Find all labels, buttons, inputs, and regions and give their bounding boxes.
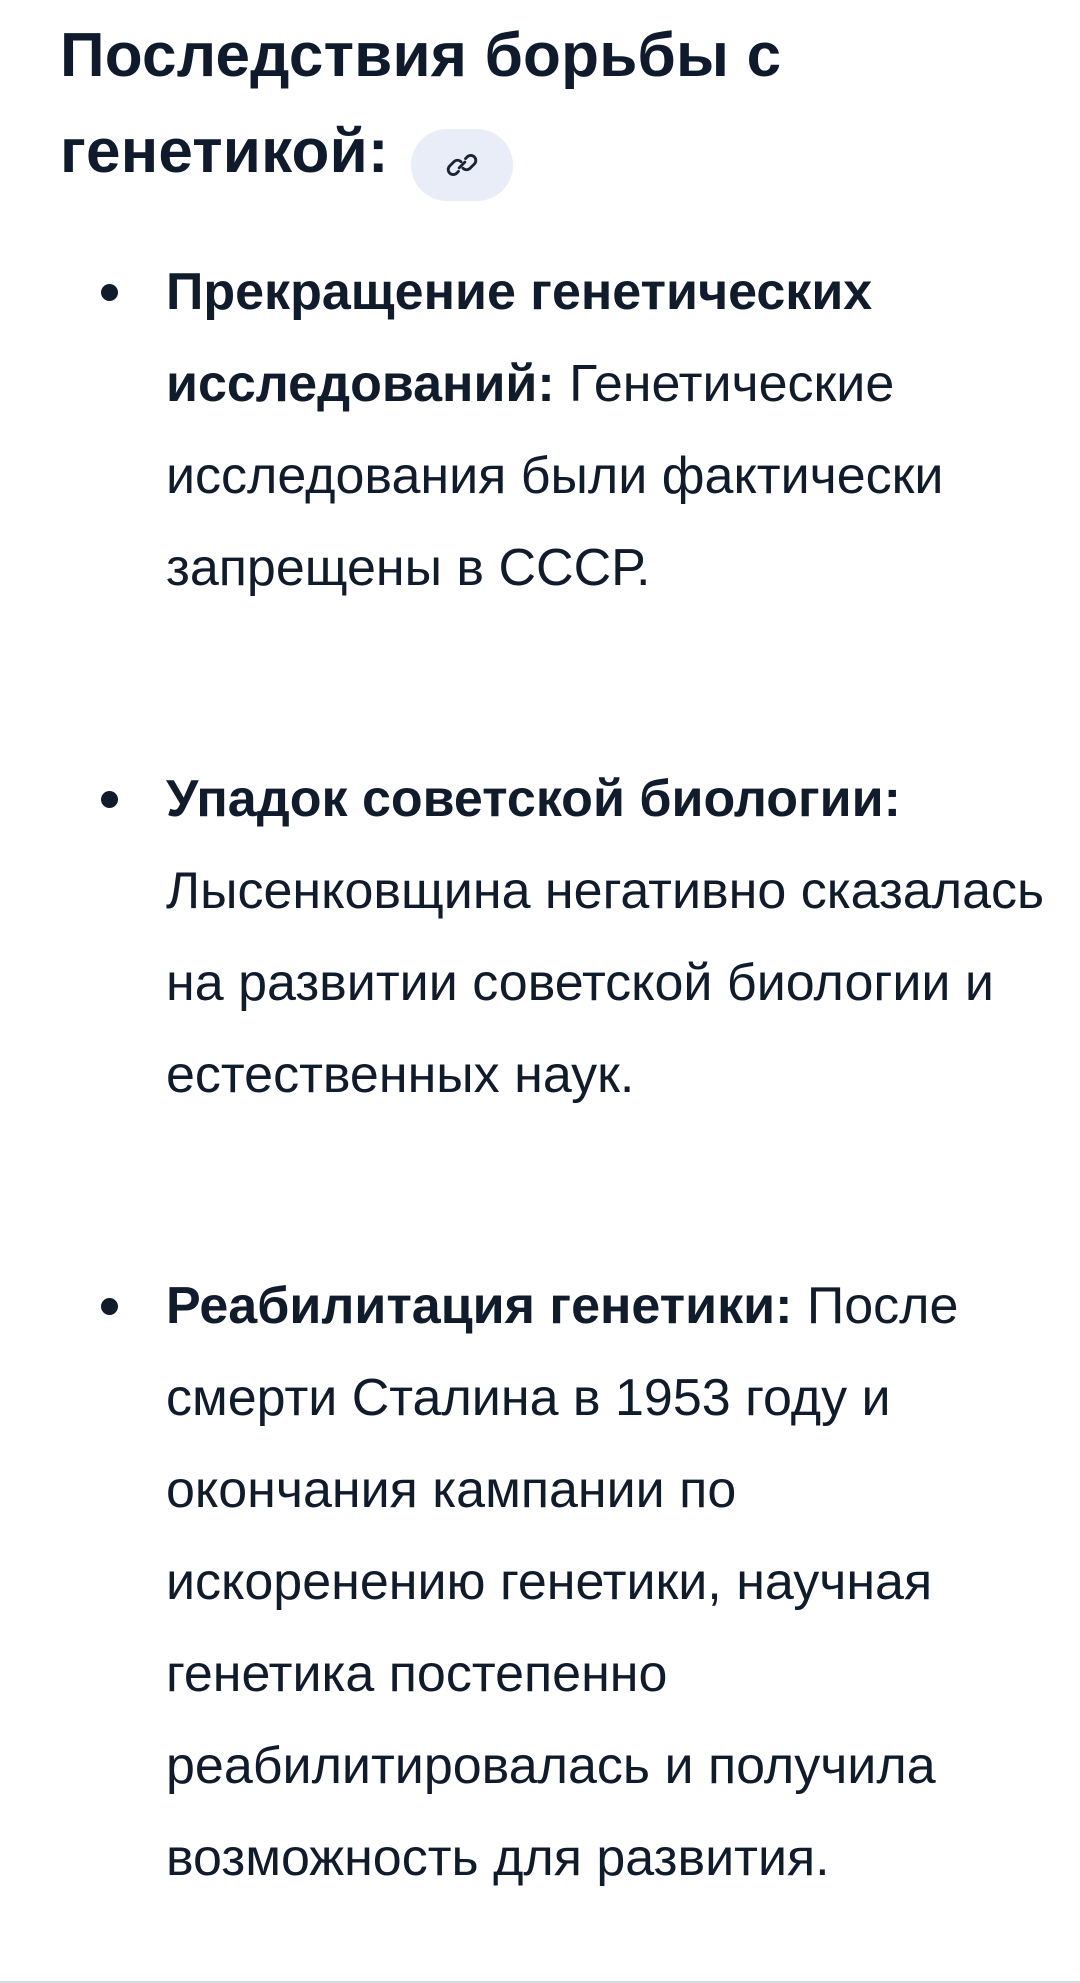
item-term: Упадок советской биологии: <box>166 770 901 828</box>
list-item <box>166 1260 1046 1904</box>
section-heading <box>60 8 1050 201</box>
item-description: Лысенковщина негативно сказалась на развитии советской биологии и естественных наук. <box>166 862 1045 1104</box>
copy-link-button[interactable] <box>411 129 513 201</box>
link-icon <box>445 148 479 182</box>
item-description: Генетические исследования были фактически запрещены в СССР. <box>166 355 944 597</box>
list-item <box>166 753 1046 1121</box>
bullet-icon <box>101 284 118 301</box>
item-description: После смерти Сталина в 1953 году и окончания кампании по искоренению генетики, научная генетика постепенно реабилитировалась и получила возможность для развития. <box>166 1277 959 1887</box>
item-term: Реабилитация генетики: <box>166 1277 793 1335</box>
list-item <box>166 246 1046 614</box>
bullet-icon <box>101 791 118 808</box>
item-term: Прекращение генетических исследований: <box>166 263 873 413</box>
bullet-icon <box>101 1298 118 1315</box>
section-title: Последствия борьбы с генетикой: <box>60 21 782 186</box>
